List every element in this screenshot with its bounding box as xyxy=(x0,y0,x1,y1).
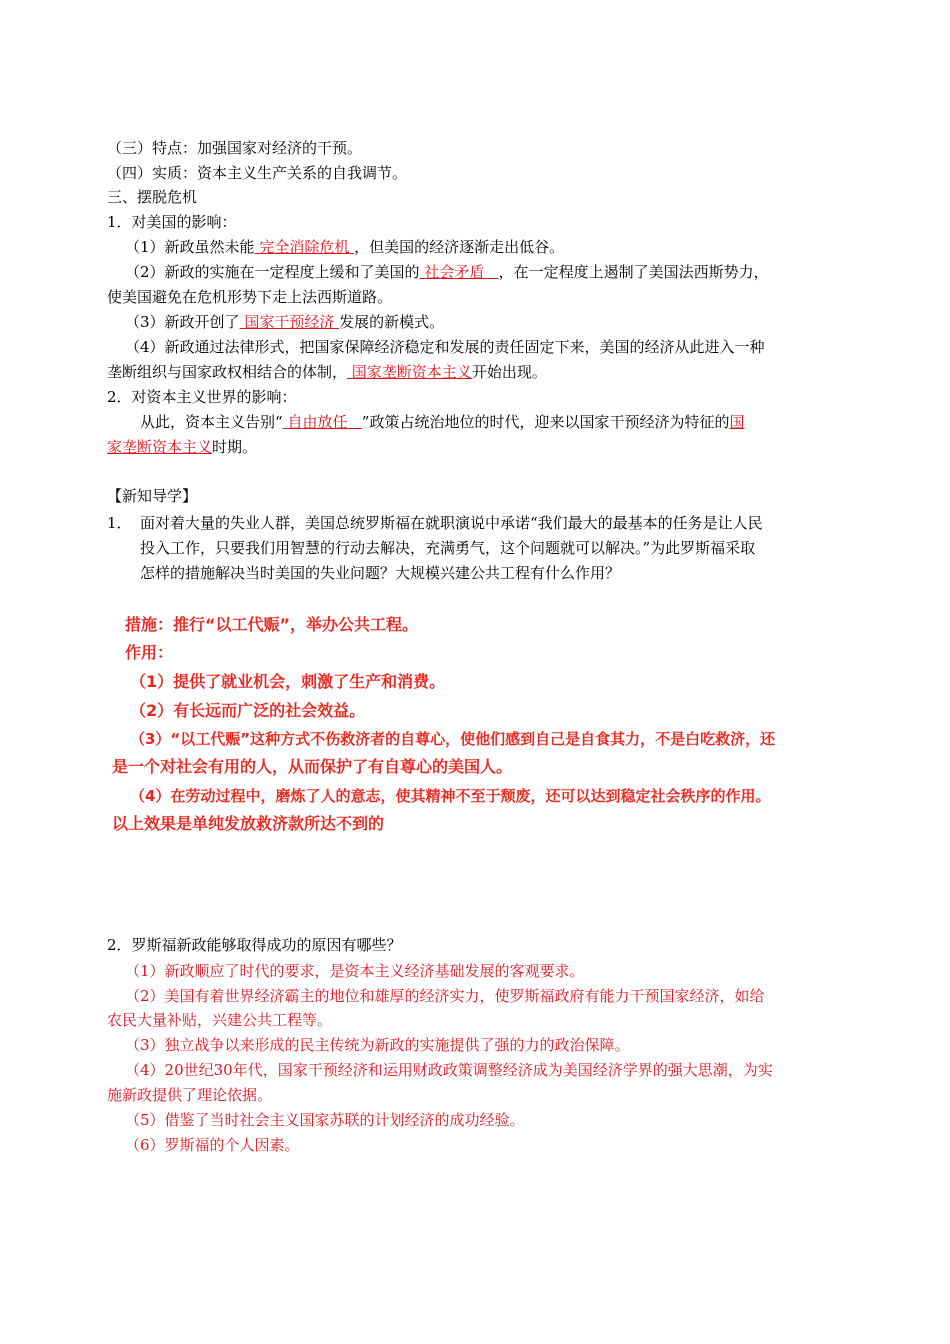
answer-line: （2）有长远而广泛的社会效益。 xyxy=(130,701,366,720)
question-number: 1． xyxy=(107,514,132,532)
answer-line: （6）罗斯福的个人因素。 xyxy=(125,1136,300,1154)
text-line: 三、摆脱危机 xyxy=(107,188,198,206)
paragraph-line xyxy=(125,261,769,283)
fill-blank-answer xyxy=(347,363,472,381)
fill-blank-answer xyxy=(255,238,355,256)
text-fragment: （1）新政虽然未能 xyxy=(125,238,255,256)
answer-line: 以上效果是单纯发放救济款所达不到的 xyxy=(112,814,385,833)
answer-text: 国家干预经济 xyxy=(244,313,335,331)
answer-line: （3）“以工代赈”这种方式不伤救济者的自尊心，使他们感到自己是自食其力，不是白吃救济，还 xyxy=(130,730,776,748)
fill-blank-answer xyxy=(283,413,362,431)
text-fragment: ，但美国的经济逐渐走出低谷。 xyxy=(354,238,565,256)
text-line: （四）实质：资本主义生产关系的自我调节。 xyxy=(107,164,408,182)
answer-line: （1）提供了就业机会，刺激了生产和消费。 xyxy=(130,672,446,691)
paragraph-line xyxy=(107,361,547,383)
text-fragment: ”政策占统治地位的时代，迎来以国家干预经济为特征的 xyxy=(361,413,730,431)
question-text: 面对着大量的失业人群，美国总统罗斯福在就职演说中承诺“我们最大的最基本的任务是让人民 xyxy=(140,514,763,532)
question-text: 怎样的措施解决当时美国的失业问题？大规模兴建公共工程有什么作用？ xyxy=(140,564,621,582)
section-heading: 【新知导学】 xyxy=(107,487,198,505)
fill-blank-answer: 国 xyxy=(729,413,745,431)
fill-blank-answer xyxy=(240,313,340,331)
paragraph-line xyxy=(107,436,257,458)
answer-line: 作用： xyxy=(125,643,174,662)
answer-text: 自由放任 xyxy=(287,413,348,431)
answer-line: （4）在劳动过程中，磨炼了人的意志，使其精神不至于颓废，还可以达到稳定社会秩序的作用。 xyxy=(130,787,771,805)
text-line: （4）新政通过法律形式，把国家保障经济稳定和发展的责任固定下来，美国的经济从此进入一种 xyxy=(125,338,765,356)
answer-text: 社会矛盾 xyxy=(424,263,485,281)
answer-line: 措施：推行“以工代赈”，举办公共工程。 xyxy=(125,615,419,634)
answer-line: （5）借鉴了当时社会主义国家苏联的计划经济的成功经验。 xyxy=(125,1111,525,1129)
text-fragment: 时期。 xyxy=(212,438,258,456)
answer-line: （2）美国有着世界经济霸主的地位和雄厚的经济实力，使罗斯福政府有能力干预国家经济，如给 xyxy=(125,987,765,1005)
answer-line: （1）新政顺应了时代的要求，是资本主义经济基础发展的客观要求。 xyxy=(125,962,585,980)
text-fragment: （2）新政的实施在一定程度上缓和了美国的 xyxy=(125,263,420,281)
text-fragment: 发展的新模式。 xyxy=(339,313,445,331)
text-fragment: ，在一定程度上遏制了美国法西斯势力， xyxy=(498,263,769,281)
question-text: 2．罗斯福新政能够取得成功的原因有哪些？ xyxy=(107,936,402,954)
paragraph-line xyxy=(125,236,564,258)
text-line: 2．对资本主义世界的影响： xyxy=(107,388,297,406)
text-fragment: （3）新政开创了 xyxy=(125,313,240,331)
text-line: （三）特点：加强国家对经济的干预。 xyxy=(107,139,363,157)
paragraph-line xyxy=(125,311,444,333)
text-fragment: 开始出现。 xyxy=(471,363,547,381)
text-line: 使美国避免在危机形势下走上法西斯道路。 xyxy=(107,288,393,306)
answer-text: 完全消除危机 xyxy=(259,238,350,256)
fill-blank-answer xyxy=(420,263,499,281)
answer-line: （3）独立战争以来形成的民主传统为新政的实施提供了强的力的政治保障。 xyxy=(125,1036,630,1054)
answer-line: 是一个对社会有用的人，从而保护了有自尊心的美国人。 xyxy=(112,757,513,776)
question-text: 投入工作，只要我们用智慧的行动去解决，充满勇气，这个问题就可以解决。”为此罗斯福采取 xyxy=(140,539,756,557)
answer-line: 施新政提供了理论依据。 xyxy=(107,1086,273,1104)
text-line: 1．对美国的影响： xyxy=(107,213,237,231)
fill-blank-answer: 家垄断资本主义 xyxy=(107,438,213,456)
paragraph-line xyxy=(140,411,744,433)
answer-line: （4）20世纪30年代，国家干预经济和运用财政政策调整经济成为美国经济学界的强大思潮，为实 xyxy=(125,1061,773,1079)
text-fragment: 从此，资本主义告别“ xyxy=(140,413,283,431)
answer-text: 国家垄断资本主义 xyxy=(351,363,472,381)
answer-line: 农民大量补贴，兴建公共工程等。 xyxy=(107,1011,333,1029)
text-fragment: 垄断组织与国家政权相结合的体制， xyxy=(107,363,348,381)
